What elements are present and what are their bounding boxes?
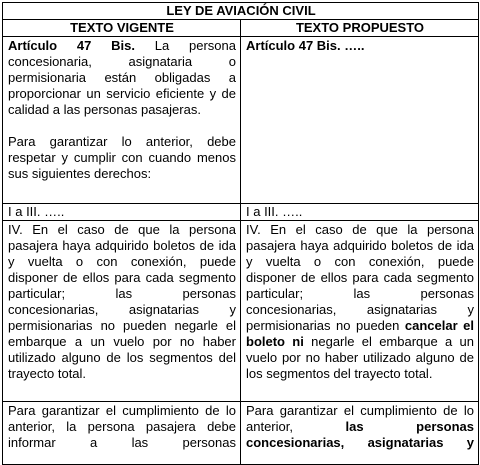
cell-fraccion-iv-vigente	[3, 221, 241, 402]
fraccion-iv-vigente-text: IV. En el caso de que la persona pasajera haya adquirido boletos de ida y vuelta o con conexión, puede disponer de ellos para cada segmento particular; las personas concesionarias, asignatarias y permisionarias no pueden negarle el embarque a un vuelo por no haber utilizado alguno de los segmentos del trayecto total.	[8, 222, 236, 381]
articulo-heading-vigente: Artículo 47 Bis.	[8, 38, 135, 53]
fraccion-iv-propuesto-text-2: negarle el embarque a un vuelo por no haber utilizado alguno de los segmentos del trayecto total.	[246, 334, 474, 381]
document-title: LEY DE AVIACIÓN CIVIL	[3, 3, 479, 20]
cell-ultimo-vigente	[3, 402, 241, 465]
ultimo-propuesto-bold: las personas concesionarias, asignatarias y	[246, 419, 474, 450]
articulo-second-paragraph: Para garantizar lo anterior, debe respetar y cumplir con cuando menos sus siguientes derechos:	[8, 134, 236, 181]
fraccion-iv-propuesto-bold: cancelar el boleto ni	[246, 318, 474, 349]
column-header-propuesto: TEXTO PROPUESTO	[241, 20, 479, 37]
cell-fraccion-iv-propuesto	[241, 221, 479, 402]
column-header-vigente: TEXTO VIGENTE	[3, 20, 241, 37]
cell-ultimo-propuesto	[241, 402, 479, 465]
articulo-vigente-paragraph	[8, 38, 236, 118]
fraccion-iv-propuesto-paragraph	[246, 222, 474, 382]
ultimo-vigente-text: Para garantizar el cumplimiento de lo anterior, la persona pasajera debe informar a las personas	[8, 403, 236, 450]
cell-fracciones-vigente: I a III. …..	[3, 204, 241, 221]
table-row-articulo	[3, 37, 479, 204]
cell-fracciones-propuesto: I a III. …..	[241, 204, 479, 221]
ultimo-propuesto-paragraph	[246, 403, 474, 451]
cell-articulo-propuesto	[241, 37, 479, 204]
cell-articulo-vigente	[3, 37, 241, 204]
articulo-intro-text: La persona concesionaria, asignataria o permisionaria están obligadas a proporcionar un servicio eficiente y de calidad a las personas pasajeras.	[8, 38, 236, 117]
title-row	[3, 3, 479, 20]
articulo-heading-propuesto: Artículo 47 Bis. …..	[246, 38, 365, 53]
table-row-fracciones	[3, 204, 479, 221]
table-row-fraccion-iv	[3, 221, 479, 402]
header-row	[3, 20, 479, 37]
fraccion-iv-propuesto-text-1: IV. En el caso de que la persona pasajera haya adquirido boletos de ida y vuelta o con conexión, puede disponer de ellos para cada segmento particular; las personas concesionarias, asignatarias y permisionarias no pueden	[246, 222, 474, 333]
law-comparison-table	[2, 2, 479, 465]
ultimo-propuesto-text: Para garantizar el cumplimiento de lo anterior,	[246, 403, 474, 434]
table-row-ultimo	[3, 402, 479, 465]
